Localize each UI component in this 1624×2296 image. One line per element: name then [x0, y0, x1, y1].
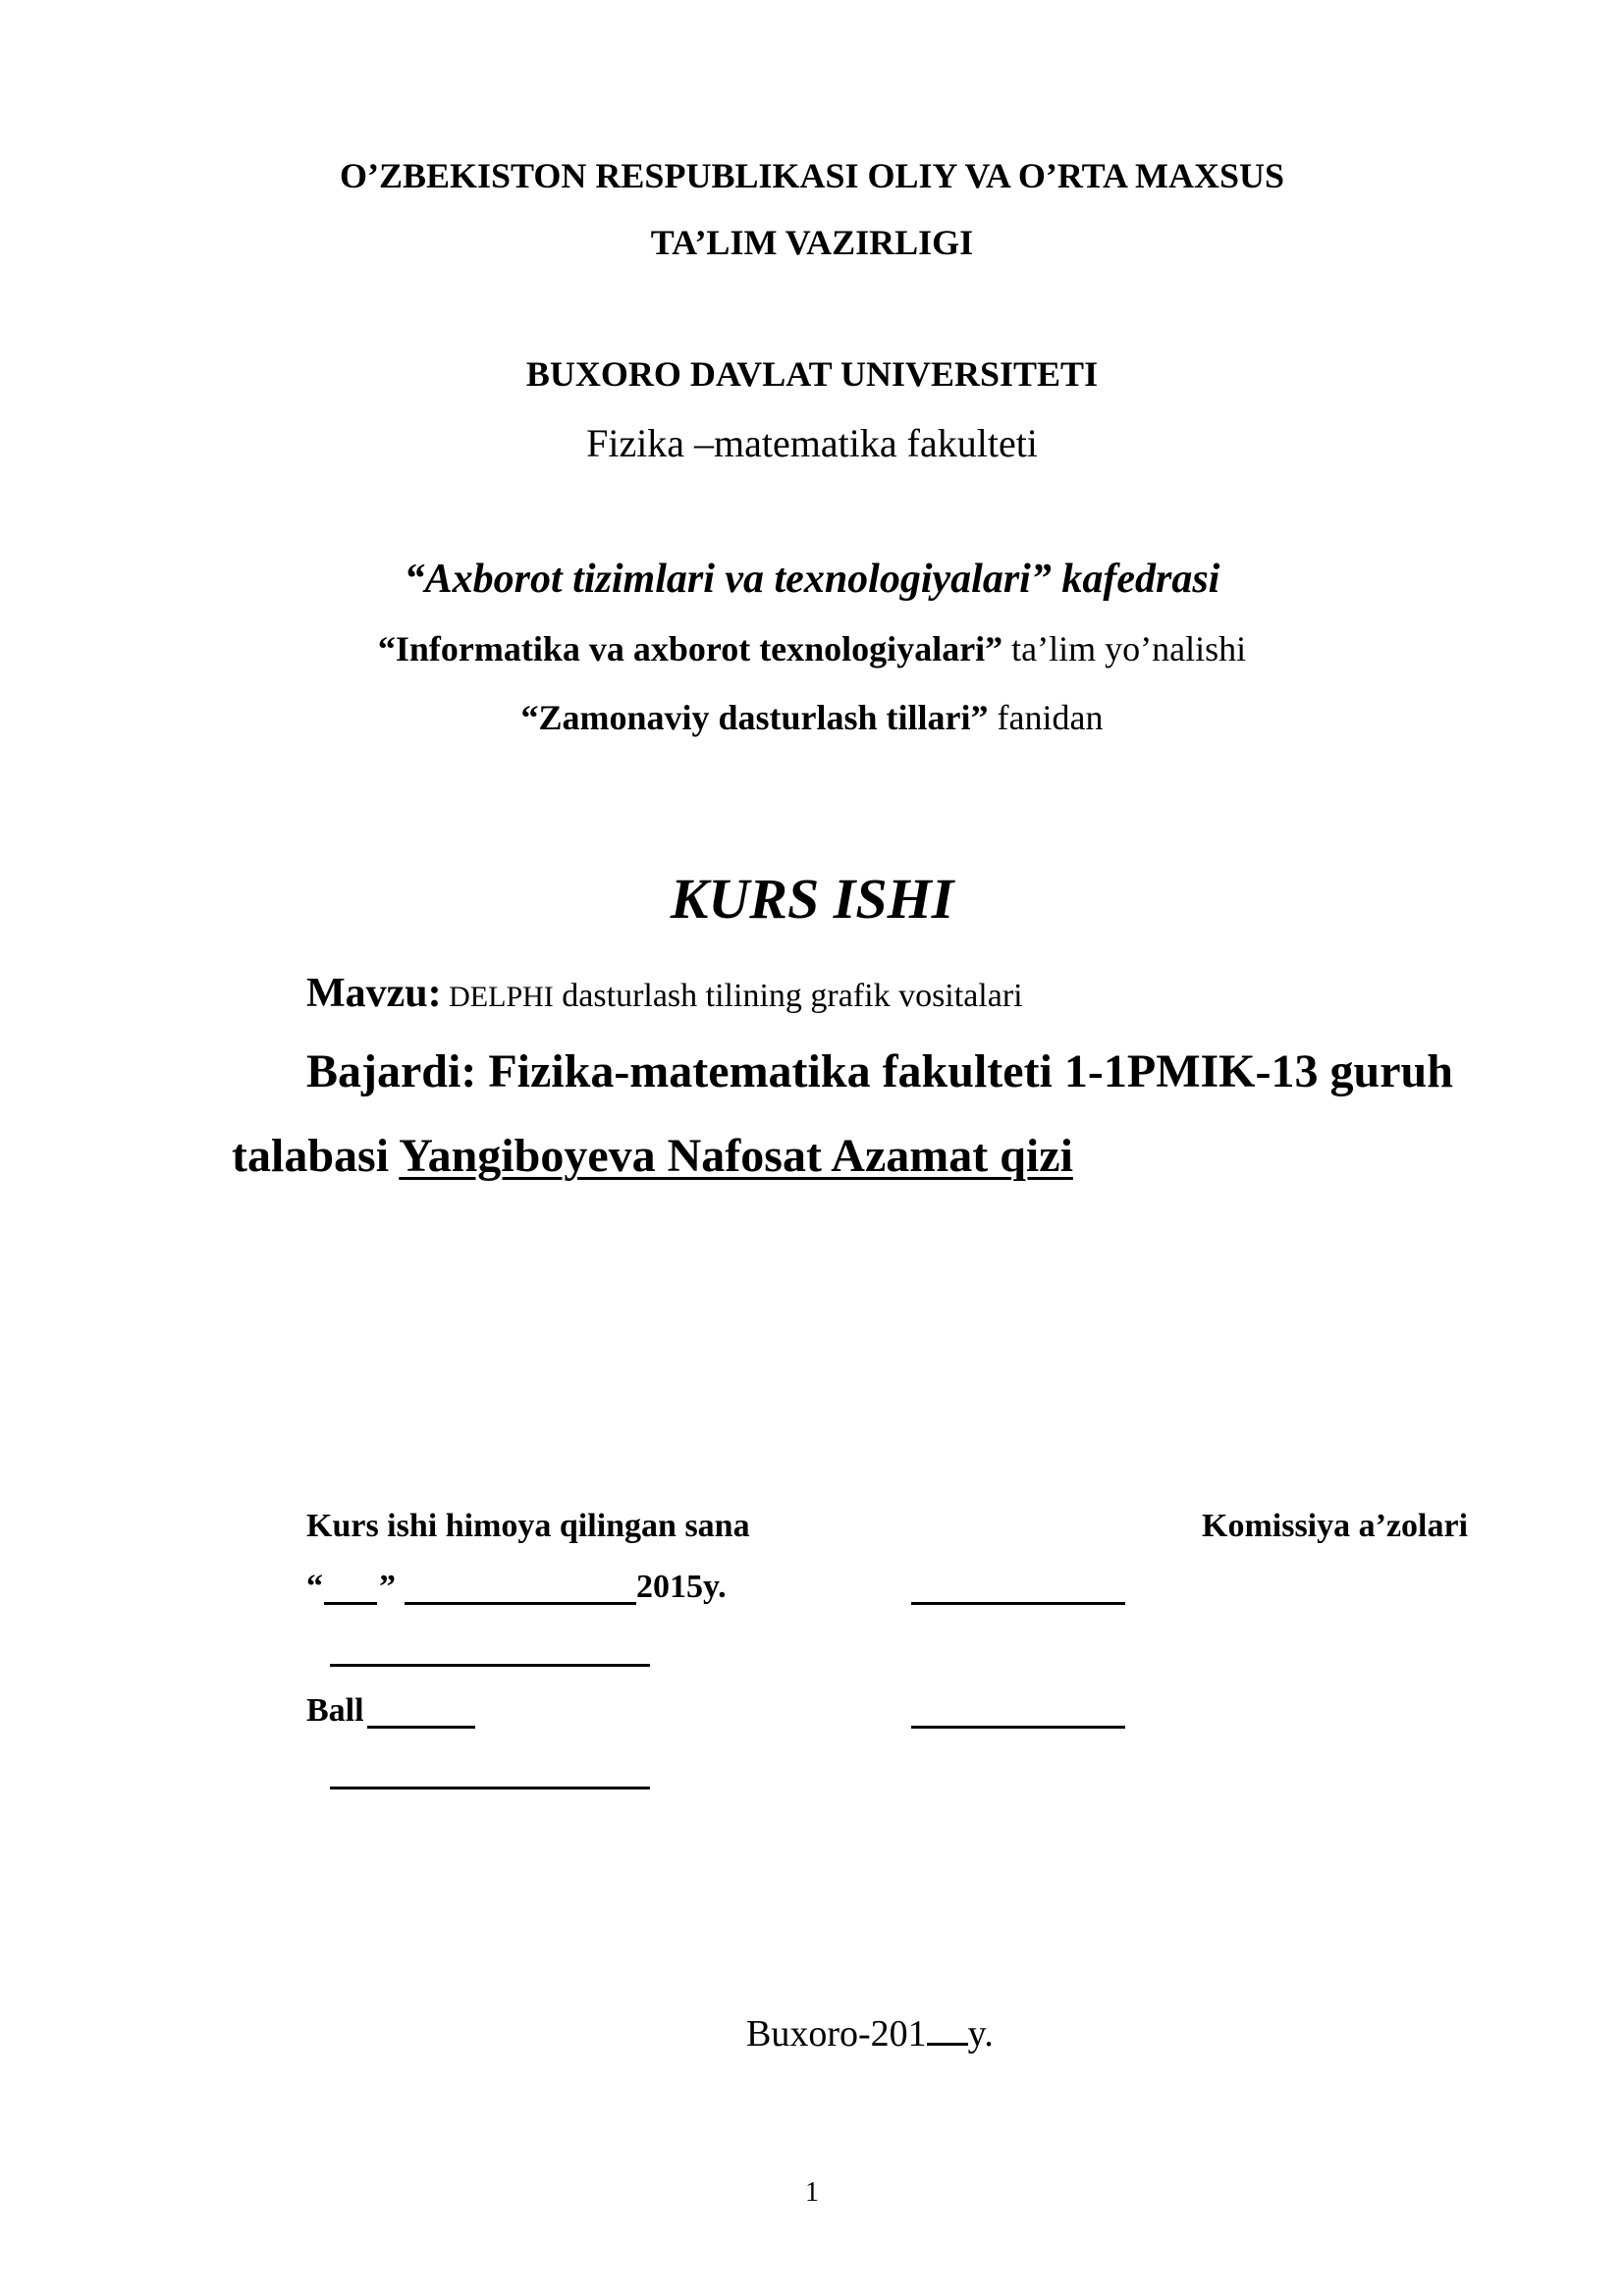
- city-year-prefix: Buxoro-201: [746, 2013, 927, 2055]
- education-direction: [0, 628, 1624, 669]
- month-blank-line: [405, 1602, 636, 1605]
- city-year: [746, 2012, 994, 2056]
- topic-prefix: DELPHI: [441, 981, 554, 1013]
- page-number: 1: [805, 2177, 819, 2208]
- year-blank-line: [927, 2013, 968, 2046]
- student-name: Yangiboyeva Nafosat Azamat qizi: [399, 1130, 1073, 1182]
- commission-signature-line-1: [911, 1602, 1125, 1605]
- kafedra-name: “Axborot tizimlari va texnologiyalari” kafedrasi: [404, 557, 1220, 602]
- commission-label: Komissiya a’zolari: [1202, 1508, 1469, 1544]
- faculty-name: Fizika –matematika fakulteti: [586, 421, 1038, 465]
- defense-date-quote-close: ”: [379, 1569, 396, 1605]
- topic-line: [306, 970, 1023, 1017]
- ball-blank-line: [367, 1726, 475, 1729]
- defense-date-quote-open: “: [306, 1569, 323, 1605]
- defense-year: 2015y.: [636, 1569, 727, 1605]
- city-year-suffix: y.: [967, 2013, 994, 2055]
- ball-signature-line: [330, 1787, 650, 1789]
- ministry-line-2: TA’LIM VAZIRLIGI: [650, 223, 974, 262]
- direction-name: “Informatika va axborot texnologiyalari”: [377, 629, 1003, 668]
- direction-suffix: ta’lim yo’nalishi: [1002, 629, 1247, 668]
- ball-label: Ball: [306, 1692, 364, 1729]
- executor-line-2: [232, 1129, 1073, 1183]
- day-blank-line: [324, 1602, 377, 1605]
- subject-line: [0, 697, 1624, 738]
- subject-name: “Zamonaviy dasturlash tillari”: [520, 698, 989, 737]
- subject-suffix: fanidan: [988, 698, 1104, 737]
- executor-line-1: Bajardi: Fizika-matematika fakulteti 1-1PMIK-13 guruh: [306, 1045, 1453, 1097]
- topic-text: dasturlash tilining grafik vositalari: [553, 978, 1023, 1014]
- document-title: KURS ISHI: [670, 867, 954, 931]
- university-name: BUXORO DAVLAT UNIVERSITETI: [525, 354, 1099, 394]
- date-signature-line: [330, 1664, 650, 1667]
- ministry-line-1: O’ZBEKISTON RESPUBLIKASI OLIY VA O’RTA MAXSUS: [340, 156, 1284, 195]
- commission-signature-line-2: [911, 1726, 1125, 1729]
- topic-label: Mavzu:: [306, 971, 442, 1016]
- executor-prefix: talabasi: [232, 1130, 400, 1182]
- defense-date-label: Kurs ishi himoya qilingan sana: [306, 1508, 750, 1544]
